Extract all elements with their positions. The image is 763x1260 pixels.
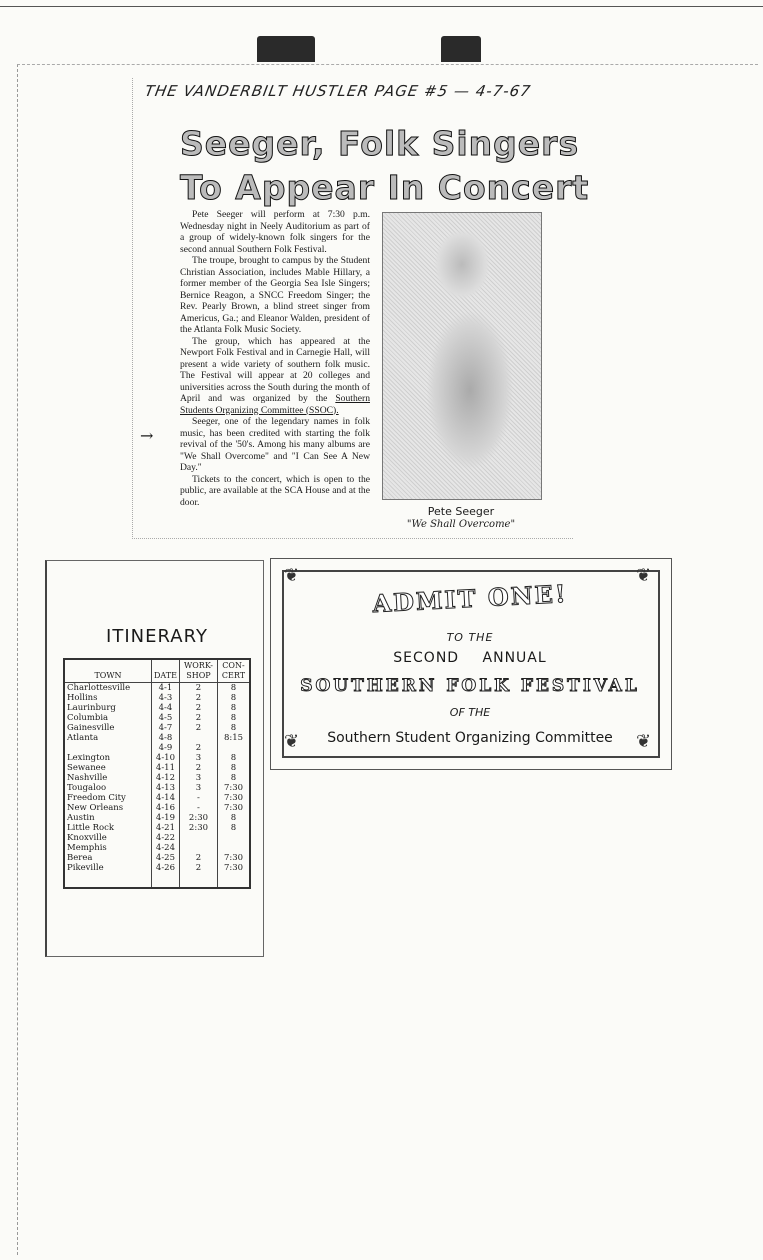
date-cell: 4-21 [152, 823, 180, 833]
workshop-cell [179, 733, 217, 743]
paragraph: Pete Seeger will perform at 7:30 p.m. Wednesday night in Neely Auditorium as part of a group of widely-known folk singers for the second annual Southern Folk Festival. [180, 209, 370, 255]
workshop-cell: 2 [179, 693, 217, 703]
date-cell: 4-5 [152, 713, 180, 723]
workshop-cell: 2 [179, 713, 217, 723]
concert-cell: 8 [218, 753, 251, 763]
date-cell: 4-9 [152, 743, 180, 753]
town-cell: Nashville [67, 773, 108, 783]
concert-cell: 8 [218, 763, 251, 773]
ornament-icon: ❦ [636, 731, 652, 752]
concert-cell [218, 833, 251, 843]
town-cell: Hollins [67, 693, 98, 703]
paragraph-text: The group, which has appeared at the Newport Folk Festival and in Carnegie Hall, will present a wide variety of southern folk music. The Festival will appear at 20 colleges and universities across the South during the month of April and was organized by the [180, 335, 370, 404]
itinerary-table [63, 658, 251, 889]
ticket-to-the: TO THE [446, 631, 494, 644]
itinerary-title: ITINERARY [106, 626, 208, 647]
table-row [64, 853, 250, 863]
table-row [64, 843, 250, 853]
date-cell: 4-3 [152, 693, 180, 703]
handwritten-source-note: THE VANDERBILT HUSTLER PAGE #5 — 4-7-67 [143, 82, 533, 100]
town-cell: Knoxville [67, 833, 107, 843]
table-row [64, 833, 250, 843]
date-cell: 4-26 [152, 863, 180, 888]
table-row [64, 823, 250, 833]
headline-line-1: Seeger, Folk Singers [180, 124, 580, 163]
town-cell: Laurinburg [67, 703, 116, 713]
table-row [64, 793, 250, 803]
itinerary-table-body [64, 683, 250, 889]
concert-cell: 7:30 [218, 803, 251, 813]
town-cell: Gainesville [67, 723, 115, 733]
ticket-organizer: Southern Student Organizing Committee [327, 730, 613, 746]
date-cell: 4-10 [152, 753, 180, 763]
workshop-cell: 2:30 [179, 823, 217, 833]
table-row [64, 733, 250, 743]
table-row [64, 753, 250, 763]
workshop-cell: 2 [179, 853, 217, 863]
concert-cell: 8 [218, 823, 251, 833]
date-cell: 4-1 [152, 683, 180, 694]
table-row [64, 723, 250, 733]
concert-cell: 7:30 [218, 863, 251, 888]
ticket-second-annual: SECOND ANNUAL [393, 650, 547, 666]
workshop-cell: 2 [179, 863, 217, 888]
workshop-cell: 2 [179, 723, 217, 733]
article-body [180, 209, 370, 508]
date-cell: 4-22 [152, 833, 180, 843]
workshop-cell [179, 833, 217, 843]
town-cell: Berea [67, 853, 93, 863]
table-row [64, 803, 250, 813]
paragraph: Tickets to the concert, which is open to the public, are available at the SCA House and at the door. [180, 473, 370, 508]
concert-cell: 8 [218, 683, 251, 694]
workshop-cell: 3 [179, 783, 217, 793]
ornament-icon: ❦ [284, 731, 300, 752]
ornament-icon: ❦ [636, 565, 652, 586]
photo-caption-quote: "We Shall Overcome" [406, 519, 516, 530]
concert-cell: 8 [218, 723, 251, 733]
table-row [64, 783, 250, 793]
town-cell: Memphis [67, 843, 107, 853]
table-row [64, 683, 250, 694]
date-cell: 4-13 [152, 783, 180, 793]
scan-top-edge [0, 6, 763, 7]
column-header: DATE [152, 659, 180, 683]
concert-cell [218, 843, 251, 853]
town-cell: Charlottesville [67, 683, 131, 693]
table-row [64, 743, 250, 753]
concert-cell: 8 [218, 813, 251, 823]
date-cell: 4-4 [152, 703, 180, 713]
workshop-cell: 3 [179, 753, 217, 763]
column-header: WORK-SHOP [179, 659, 217, 683]
table-row [64, 813, 250, 823]
table-row [64, 703, 250, 713]
table-row [64, 763, 250, 773]
photo-caption-name: Pete Seeger [427, 505, 495, 518]
ticket-admit-one: ADMIT ONE! [371, 578, 569, 619]
workshop-cell: 2 [179, 683, 217, 694]
town-cell: Little Rock [67, 823, 115, 833]
concert-cell: 7:30 [218, 853, 251, 863]
town-cell: Sewanee [67, 763, 106, 773]
concert-cell: 7:30 [218, 793, 251, 803]
town-cell: Atlanta [67, 733, 99, 743]
town-cell: New Orleans [67, 803, 124, 813]
column-header: TOWN [64, 659, 152, 683]
headline-line-2: To Appear In Concert [180, 168, 590, 207]
column-header: CON-CERT [218, 659, 251, 683]
concert-cell: 7:30 [218, 783, 251, 793]
workshop-cell: 2 [179, 763, 217, 773]
town-cell: Lexington [67, 753, 111, 763]
table-row [64, 713, 250, 723]
pete-seeger-photo [382, 212, 542, 500]
town-cell [64, 743, 152, 753]
ornament-icon: ❦ [284, 565, 300, 586]
workshop-cell: 2 [179, 703, 217, 713]
concert-cell: 8 [218, 703, 251, 713]
town-cell: Tougaloo [67, 783, 107, 793]
date-cell: 4-24 [152, 843, 180, 853]
workshop-cell: 3 [179, 773, 217, 783]
concert-cell: 8:15 [218, 733, 251, 743]
workshop-cell: 2 [179, 743, 217, 753]
date-cell: 4-8 [152, 733, 180, 743]
paragraph: The troupe, brought to campus by the Student Christian Association, includes Mable Hillary, a former member of the Georgia Sea Isle Singers; Bernice Reagon, a SNCC Freedom Singer; the Rev. Pearly Brown, a blind street singer from Americus, Ga.; and Eleanor Walden, president of the Atlanta Folk Music Society. [180, 255, 370, 335]
workshop-cell: - [179, 793, 217, 803]
table-row [64, 863, 250, 888]
hand-drawn-arrow-icon: → [140, 426, 154, 445]
date-cell: 4-11 [152, 763, 180, 773]
underlined-organization: Southern Students Organizing Committee (SSOC). [180, 393, 370, 416]
table-row [64, 773, 250, 783]
town-cell: Columbia [67, 713, 109, 723]
binding-mark [257, 36, 315, 62]
ticket-of-the: OF THE [449, 706, 491, 719]
paragraph: Seeger, one of the legendary names in folk music, has been credited with starting the folk revival of the '50's. Among his many albums are "We Shall Overcome" and "I Can See A New Day." [180, 416, 370, 473]
table-row [64, 693, 250, 703]
workshop-cell [179, 843, 217, 853]
binding-mark [441, 36, 481, 62]
date-cell: 4-12 [152, 773, 180, 783]
date-cell: 4-7 [152, 723, 180, 733]
ticket-festival-name: SOUTHERN FOLK FESTIVAL [300, 676, 640, 696]
date-cell: 4-16 [152, 803, 180, 813]
workshop-cell: 2:30 [179, 813, 217, 823]
concert-cell [218, 743, 251, 753]
workshop-cell: - [179, 803, 217, 813]
town-cell: Freedom City [67, 793, 126, 803]
date-cell: 4-19 [152, 813, 180, 823]
paragraph [180, 336, 370, 417]
date-cell: 4-14 [152, 793, 180, 803]
date-cell: 4-25 [152, 853, 180, 863]
concert-cell: 8 [218, 693, 251, 703]
concert-cell: 8 [218, 773, 251, 783]
town-cell: Pikeville [67, 863, 104, 873]
concert-cell: 8 [218, 713, 251, 723]
town-cell: Austin [67, 813, 95, 823]
